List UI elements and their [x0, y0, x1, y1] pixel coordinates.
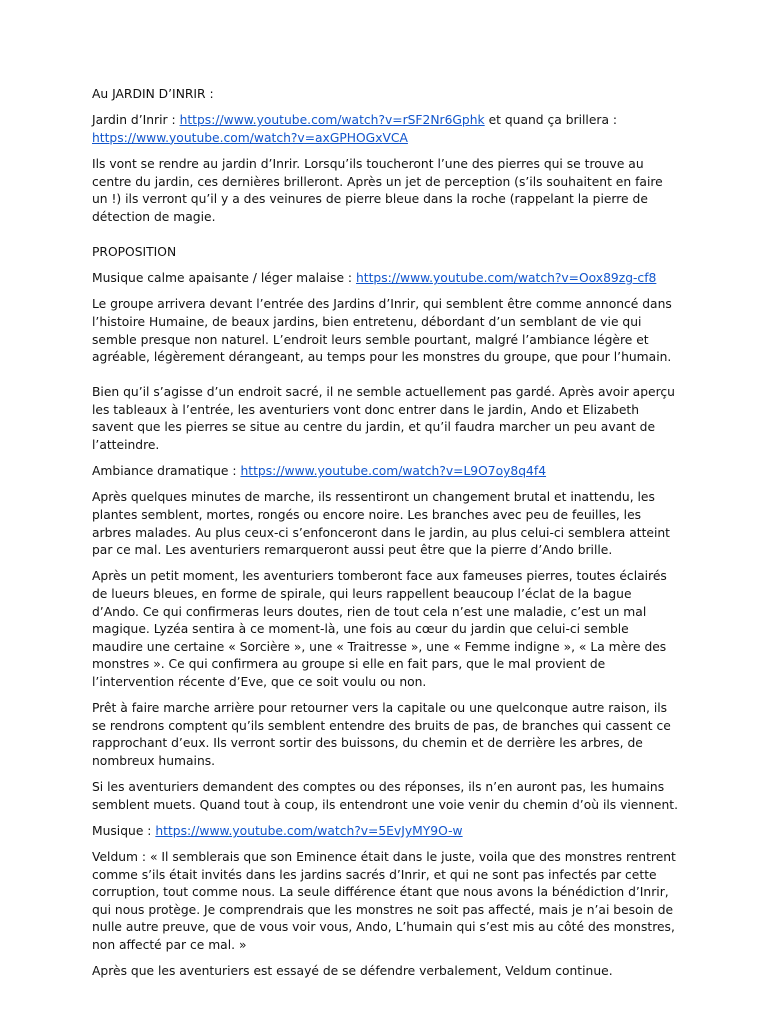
paragraph-sacred: Bien qu’il s’agisse d’un endroit sacré, il ne semble actuellement pas gardé. Après avoir aperçu les tableaux à l’entrée, les aventuriers vont donc entrer dans le jardin, Ando et Elizabeth savent que les pierres se situe au centre du jardin, et qu’il faudra marcher un peu avant de l’atteindre.	[92, 385, 675, 453]
proposition-heading: PROPOSITION	[92, 244, 177, 259]
dramatic-music-prefix: Ambiance dramatique :	[92, 464, 241, 479]
veldum-music-link[interactable]: https://www.youtube.com/watch?v=5EvJyMY9O-w	[155, 823, 463, 838]
jardin-music-line	[92, 112, 682, 147]
jardin-music-link[interactable]: https://www.youtube.com/watch?v=rSF2Nr6Gphk	[179, 113, 485, 128]
veldum-music-prefix: Musique :	[92, 823, 156, 838]
section-title: Au JARDIN D’INRIR :	[92, 87, 214, 101]
paragraph-arrival: Le groupe arrivera devant l’entrée des Jardins d’Inrir, qui semblent être comme annoncé dans l’histoire Humaine, de beaux jardins, bien entretenu, débordant d’un semblant de vie qui semble presque non naturel. L’endroit leurs semble pourtant, malgré l’ambiance légère et agréable, légèrement dérangeant, au temps pour les monstres du groupe, que pour l’humain.	[92, 297, 672, 365]
dramatic-music-link[interactable]: https://www.youtube.com/watch?v=L9O7oy8q4f4	[240, 464, 547, 479]
jardin-music-middle: et quand ça brillera :	[484, 113, 618, 128]
paragraph-continue: Après que les aventuriers est essayé de se défendre verbalement, Veldum continue.	[92, 964, 613, 979]
paragraph-veldum-speech: Veldum : « Il semblerais que son Eminence était dans le juste, voila que des monstres rentrent comme s’ils était invités dans les jardins sacrés d’Inrir, et qui ne sont pas infectés par cette corruption, tout comme nous. La seule différence étant que nous avons la bénédiction d’Inrir, qui nous protège. Je comprendrais que les monstres ne soit pas affecté, mais je n’ai besoin de nulle autre preuve, que de vous voir vous, Ando, L’humain qui s’est mis au côté des monstres, non affecté par ce mal. »	[92, 850, 676, 953]
dramatic-music-line	[92, 463, 682, 481]
calm-music-link[interactable]: https://www.youtube.com/watch?v=Oox89zg-cf8	[355, 271, 657, 286]
paragraph-stones: Après un petit moment, les aventuriers tomberont face aux fameuses pierres, toutes éclairés de lueurs bleues, en forme de spirale, qui leurs rappellent beaucoup l’éclat de la bague d’Ando. Ce qui confirmeras leurs doutes, rien de tout cela n’est une maladie, c’est un mal magique. Lyzéa sentira à ce moment-là, une fois au cœur du jardin que celui-ci semble maudire une certaine « Sorcière », une « Traitresse », une « Femme indigne », « La mère des monstres ». Ce qui confirmera au groupe si elle en fait pars, que le mal provient de l’intervention récente d’Eve, que ce soit voulu ou non.	[92, 569, 667, 689]
document-page	[92, 86, 682, 989]
paragraph-walk: Après quelques minutes de marche, ils ressentiront un changement brutal et inattendu, les plantes semblent, mortes, rongés ou encore noire. Les branches avec peu de feuilles, les arbres malades. Au plus ceux-ci s’enfonceront dans le jardin, au plus celui-ci semblera atteint par ce mal. Les aventuriers remarqueront aussi peut être que la pierre d’Ando brille.	[92, 490, 670, 558]
veldum-music-line	[92, 823, 682, 841]
paragraph-intro: Ils vont se rendre au jardin d’Inrir. Lorsqu’ils toucheront l’une des pierres qui se trouve au centre du jardin, ces dernières brilleront. Après un jet de perception (s’ils souhaitent en faire un !) ils verront qu’il y a des veinures de pierre bleue dans la roche (rappelant la pierre de détection de magie.	[92, 156, 663, 224]
calm-music-prefix: Musique calme apaisante / léger malaise :	[92, 271, 356, 286]
calm-music-line	[92, 270, 682, 288]
jardin-music-prefix: Jardin d’Inrir :	[92, 113, 180, 128]
paragraph-mute: Si les aventuriers demandent des comptes ou des réponses, ils n’en auront pas, les humains semblent muets. Quand tout à coup, ils entendront une voie venir du chemin d’où ils viennent.	[92, 780, 679, 812]
jardin-shine-music-link[interactable]: https://www.youtube.com/watch?v=axGPHOGxVCA	[92, 130, 408, 145]
paragraph-retreat: Prêt à faire marche arrière pour retourner vers la capitale ou une quelconque autre raison, ils se rendrons comptent qu’ils semblent entendre des bruits de pas, de branches qui cassent ce rapprochant d’eux. Ils verront sortir des buissons, du chemin et de derrière les arbres, de nombreux humains.	[92, 701, 671, 768]
